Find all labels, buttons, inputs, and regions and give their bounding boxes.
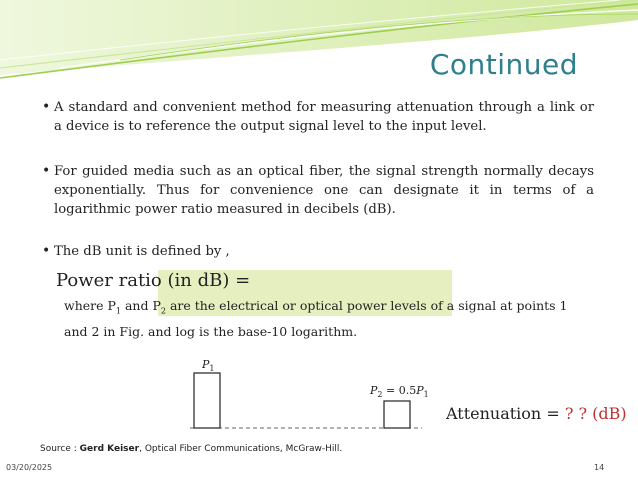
where-mid: and P bbox=[121, 298, 161, 313]
attenuation-value: ? ? (dB) bbox=[564, 404, 627, 423]
source-author: Gerd Keiser bbox=[79, 444, 140, 454]
attenuation-text bbox=[446, 404, 627, 423]
pulse-p2 bbox=[384, 401, 410, 428]
bullet-dot-icon: • bbox=[42, 99, 51, 115]
p2-label: $P_2 = 0.5P_1$ bbox=[370, 384, 429, 399]
bullet-2-text: For guided media such as an optical fiber, the signal strength normally decays exponentially. Thus for convenience one can designate it in terms of a logarithmic power ratio measured in decibels (dB). bbox=[54, 164, 594, 217]
p1-label: $P_1$ bbox=[202, 358, 215, 373]
footer-date: 03/20/2025 bbox=[6, 463, 53, 472]
source-citation bbox=[40, 444, 342, 454]
where-sub1: 1 bbox=[115, 306, 121, 316]
bullet-1-text: A standard and convenient method for measuring attenuation through a link or a device is to reference the output signal level to the input level. bbox=[54, 100, 594, 134]
where-prefix: where P bbox=[64, 298, 116, 313]
source-rest: , Optical Fiber Communications, McGraw-Hill. bbox=[139, 444, 343, 454]
bullet-dot-icon: • bbox=[42, 243, 51, 259]
where-sub2: 2 bbox=[160, 306, 166, 316]
pulse-p1 bbox=[194, 373, 220, 428]
slide-title: Continued bbox=[429, 48, 578, 81]
bullet-3-text: The dB unit is defined by , bbox=[54, 244, 230, 259]
source-prefix: Source : bbox=[40, 444, 80, 454]
where-suffix: are the electrical or optical power levels of a signal at points 1 and 2 in Fig. and log is the base-10 logarithm. bbox=[64, 298, 568, 339]
power-ratio-heading: Power ratio (in dB) = bbox=[56, 270, 251, 291]
page-number: 14 bbox=[594, 463, 605, 472]
bullet-dot-icon: • bbox=[42, 163, 51, 179]
attenuation-label: Attenuation = bbox=[446, 404, 565, 423]
